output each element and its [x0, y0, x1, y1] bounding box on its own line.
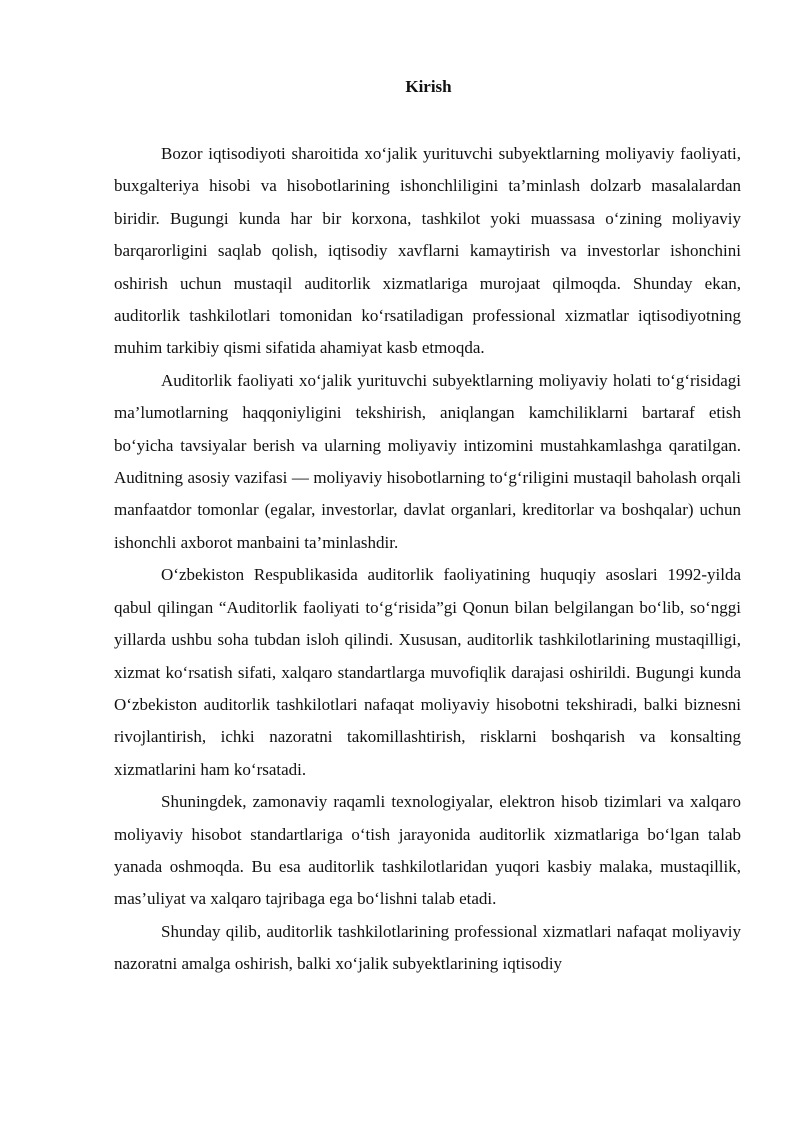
paragraph-5: Shunday qilib, auditorlik tashkilotlarining professional xizmatlari nafaqat moliyaviy nazoratni amalga oshirish, balki xo‘jalik subyektlarining iqtisodiy	[114, 921, 741, 974]
paragraph-4: Shuningdek, zamonaviy raqamli texnologiyalar, elektron hisob tizimlari va xalqaro moliyaviy hisobot standartlariga o‘tish jarayonida auditorlik xizmatlariga bo‘lgan talab yanada oshmoqda. Bu esa auditorlik tashkilotlaridan yuqori kasbiy malaka, mustaqillik, mas’uliyat va xalqaro tajribaga ega bo‘lishni talab etadi.	[114, 792, 741, 909]
paragraph-2: Auditorlik faoliyati xo‘jalik yurituvchi subyektlarning moliyaviy holati to‘g‘risidagi ma’lumotlarning haqqoniyligini tekshirish, aniqlangan kamchiliklarni bartaraf etish bo‘yicha tavsiyalar berish va ularning moliyaviy intizomini mustahkamlashga qaratilgan. Auditning asosiy vazifasi — moliyaviy hisobotlarning to‘g‘riligini mustaqil baholash orqali manfaatdor tomonlar (egalar, investorlar, davlat organlari, kreditorlar va boshqalar) uchun ishonchli axborot manbaini ta’minlashdir.	[114, 370, 741, 552]
section-title: Kirish	[405, 77, 452, 96]
paragraph-1: Bozor iqtisodiyoti sharoitida xo‘jalik yurituvchi subyektlarning moliyaviy faoliyati, buxgalteriya hisobi va hisobotlarining ishonchliligini ta’minlash dolzarb masalalardan biridir. Bugungi kunda har bir korxona, tashkilot yoki muassasa o‘zining moliyaviy barqarorligini saqlab qolish, iqtisodiy xavflarni kamaytirish va investorlar ishonchini oshirish uchun mustaqil auditorlik xizmatlariga murojaat qilmoqda. Shunday ekan, auditorlik tashkilotlari tomonidan ko‘rsatiladigan professional xizmatlar iqtisodiyotning muhim tarkibiy qismi sifatida ahamiyat kasb etmoqda.	[114, 144, 741, 358]
paragraph-3: O‘zbekiston Respublikasida auditorlik faoliyatining huquqiy asoslari 1992-yilda qabul qilingan “Auditorlik faoliyati to‘g‘risida”gi Qonun bilan belgilangan bo‘lib, so‘nggi yillarda ushbu soha tubdan isloh qilindi. Xususan, auditorlik tashkilotlarining mustaqilligi, xizmat ko‘rsatish sifati, xalqaro standartlarga muvofiqlik darajasi oshirildi. Bugungi kunda O‘zbekiston auditorlik tashkilotlari nafaqat moliyaviy hisobotni tekshiradi, balki biznesni rivojlantirish, ichki nazoratni takomillashtirish, risklarni boshqarish va konsalting xizmatlarini ham ko‘rsatadi.	[114, 565, 741, 779]
body-text	[114, 138, 741, 981]
